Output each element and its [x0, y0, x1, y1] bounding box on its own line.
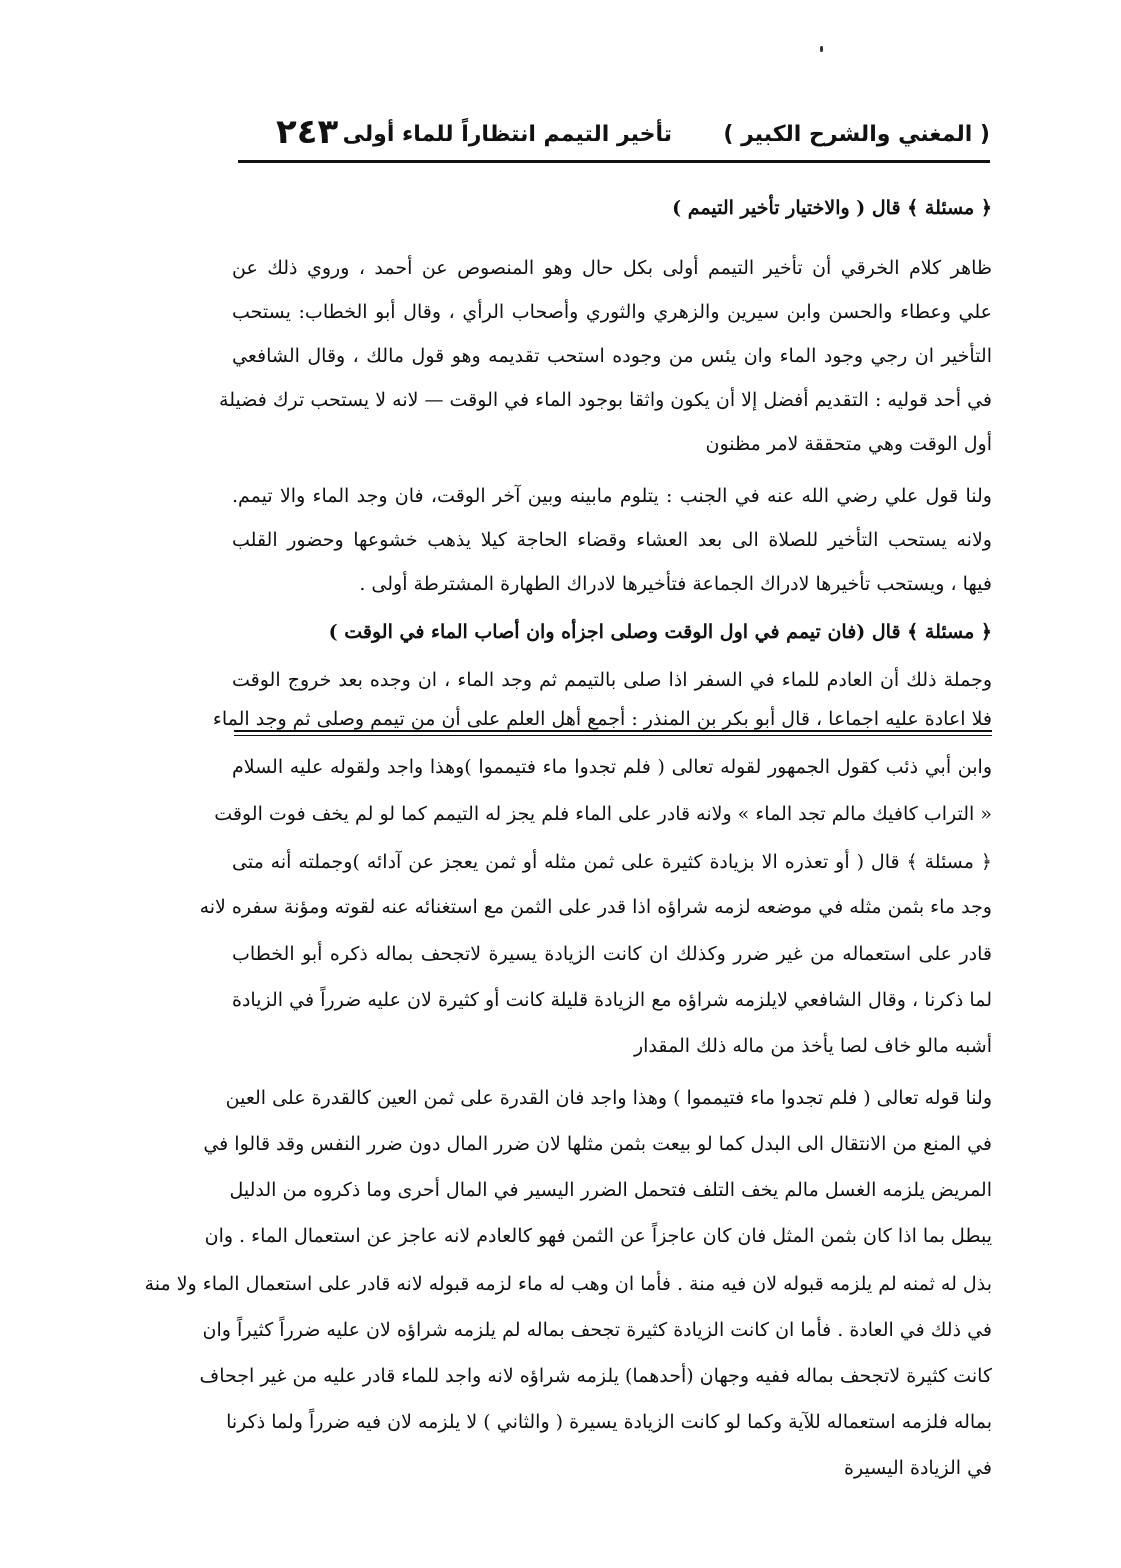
section-title: تأخير التيمم انتظاراً للماء أولى [342, 122, 672, 147]
masala-heading: ﴿ مسئلة ﴾ قال ( والاختيار تأخير التيمم ) [672, 197, 992, 219]
text-line: في المنع من الانتقال الى البدل كما لو بيعت بثمن مثلها لان ضرر المال دون ضرر النفس وقد قالوا في [203, 1133, 992, 1155]
text-line: فلا اعادة عليه اجماعا ، قال أبو بكر بن المنذر : أجمع أهل العلم على أن من تيمم وصلى ثم وجد الماء [212, 708, 992, 730]
text-line: « التراب كافيك مالم تجد الماء » ولانه قادر على الماء فلم يجز له التيمم كما لو لم يخف فوت الوقت [214, 803, 992, 825]
text-line: وجد ماء بثمن مثله في موضعه لزمه شراؤه اذا قدر على الثمن مع استغنائه عنه لقوته ومؤنة سفره لانه [199, 896, 992, 918]
text-line: المريض يلزمه الغسل مالم يخف التلف فتحمل الضرر اليسير في المال أحرى وما ذكروه من الدليل [229, 1179, 992, 1201]
text-line: ظاهر كلام الخرقي أن تأخير التيمم أولى بكل حال وهو المنصوص عن أحمد ، وروي ذلك عن [232, 257, 992, 279]
text-line: بماله فلزمه استعماله للآية وكما لو كانت الزيادة يسيرة ( والثاني ) لا يلزمه لان فيه ضرراً ولما ذكرنا [226, 1411, 992, 1433]
masala-heading: ﴿ مسئلة ﴾ قال (فان تيمم في اول الوقت وصلى اجزأه وان أصاب الماء في الوقت ) [328, 621, 992, 643]
text-line: بذل له ثمنه لم يلزمه قبوله لان فيه منة . فأما ان وهب له ماء لزمه قبوله لانه قادر على استعمال الماء ولا منة [144, 1273, 992, 1295]
text-line: يبطل بما اذا كان بثمن المثل فان كان عاجزاً عن الثمن فهو كالعادم لانه عاجز عن استعمال الماء . وان [204, 1225, 992, 1247]
book-title: ( المغني والشرح الكبير ) [723, 122, 990, 147]
section-divider [234, 730, 992, 732]
running-header [238, 112, 990, 158]
text-line: أول الوقت وهي متحققة لامر مظنون [705, 433, 992, 455]
text-line: وجملة ذلك أن العادم للماء في السفر اذا صلى بالتيمم ثم وجد الماء ، ان وجده بعد خروج الوقت [232, 669, 992, 691]
text-line: كانت كثيرة لاتجحف بماله ففيه وجهان (أحدهما) يلزمه شراؤه لانه واجد للماء قادر عليه من غير اجحاف [199, 1365, 992, 1387]
text-line: فيها ، ويستحب تأخيرها لادراك الجماعة فتأخيرها لادراك الطهارة المشترطة أولى . [359, 573, 992, 595]
text-line: التأخير ان رجي وجود الماء وان يئس من وجوده استحب تقديمه وهو قول مالك ، وقال الشافعي [232, 345, 992, 367]
text-line: أشبه مالو خاف لصا يأخذ من ماله ذلك المقدار [633, 1035, 992, 1057]
header-rule [238, 160, 990, 163]
page-number: ٢٤٣ [276, 112, 339, 152]
text-line: ولنا قول علي رضي الله عنه في الجنب : يتلوم مابينه وبين آخر الوقت، فان وجد الماء والا تيمم. [232, 485, 992, 507]
text-line: ولنا قوله تعالى ( فلم تجدوا ماء فتيمموا ) وهذا واجد فان القدرة على ثمن العين كالقدرة على العين [225, 1087, 992, 1109]
text-line: وابن أبي ذئب كقول الجمهور لقوله تعالى ( فلم تجدوا ماء فتيمموا )وهذا واجد ولقوله عليه السلام [232, 756, 992, 778]
text-line: قادر على استعماله من غير ضرر وكذلك ان كانت الزيادة يسيرة لاتجحف بماله ذكره أبو الخطاب [232, 943, 992, 965]
masala-line: ﴿ مسئلة ﴾ قال ( أو تعذره الا بزيادة كثيرة على ثمن مثله أو ثمن يعجز عن آدائه )وجملته أنه متى [232, 851, 992, 873]
text-line: في ذلك في العادة . فأما ان كانت الزيادة كثيرة تجحف بماله لم يلزمه شراؤه لان عليه ضرراً كثيراً وان [202, 1319, 992, 1341]
text-line: في أحد قوليه : التقديم أفضل إلا أن يكون واثقا بوجود الماء في الوقت — لانه لا يستحب ترك فضيلة [219, 389, 992, 411]
text-line: لما ذكرنا ، وقال الشافعي لايلزمه شراؤه مع الزيادة قليلة كانت أو كثيرة لان عليه ضرراً في الزيادة [232, 989, 992, 1011]
text-line: ولانه يستحب التأخير للصلاة الى بعد العشاء وقضاء الحاجة كيلا يذهب خشوعها وحضور القلب [232, 529, 992, 551]
text-line: علي وعطاء والحسن وابن سيرين والزهري والثوري وأصحاب الرأي ، وقال أبو الخطاب: يستحب [232, 301, 992, 323]
text-line: في الزيادة اليسيرة [844, 1457, 992, 1479]
section-divider-thin [234, 735, 992, 736]
scan-speck [820, 46, 823, 52]
